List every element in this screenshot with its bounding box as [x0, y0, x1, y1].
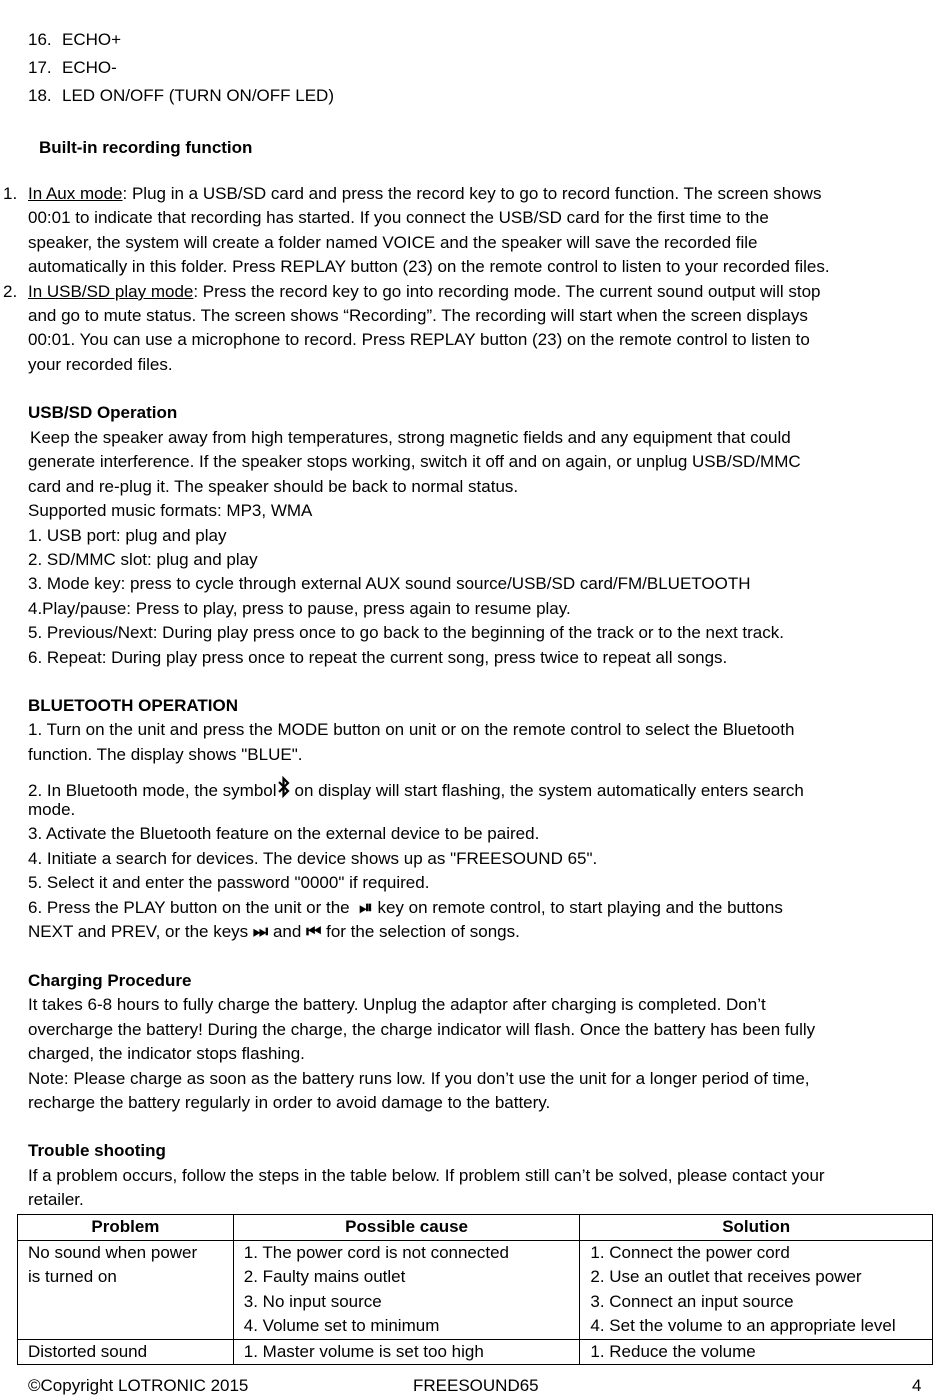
bluetooth-line: mode. [28, 800, 76, 819]
column-header: Problem [18, 1215, 234, 1241]
recording-item-1-line-3: speaker, the system will create a folder named VOICE and the speaker will save the recorded file [28, 233, 758, 252]
trouble-intro-line: retailer. [28, 1190, 84, 1209]
previous-track-icon: ⏮ [306, 922, 322, 941]
table-row [18, 1240, 933, 1339]
recording-item-2-line-1: In USB/SD play mode: Press the record key to go into recording mode. The current sound output will stop [28, 282, 821, 301]
column-header: Possible cause [233, 1215, 580, 1241]
recording-item-1-number: 1. [3, 184, 18, 203]
usb-list-item: 4.Play/pause: Press to play, press to pause, press again to resume play. [28, 599, 571, 618]
usb-list-item: 1. USB port: plug and play [28, 526, 227, 545]
usb-list-item: 6. Repeat: During play press once to repeat the current song, press twice to repeat all songs. [28, 648, 728, 667]
usb-list-item: 5. Previous/Next: During play press once to go back to the beginning of the track or to the next track. [28, 623, 784, 642]
bluetooth-heading: BLUETOOTH OPERATION [28, 696, 238, 715]
recording-item-2-number: 2. [3, 282, 18, 301]
play-pause-icon: ⏯ [359, 898, 373, 917]
charging-note: Note: Please charge as soon as the battery runs low. If you don’t use the unit for a longer period of time, [28, 1069, 810, 1088]
bluetooth-line: 6. Press the PLAY button on the unit or the ⏯ key on remote control, to start playing and the buttons [28, 898, 783, 917]
bluetooth-line: 1. Turn on the unit and press the MODE button on unit or on the remote control to select the Bluetooth [28, 720, 795, 739]
charging-line: overcharge the battery! During the charge, the charge indicator will flash. Once the battery has been fully [28, 1020, 816, 1039]
recording-item-2-line-4: your recorded files. [28, 355, 173, 374]
recording-item-2-line-2: and go to mute status. The screen shows “Recording”. The recording will start when the screen displays [28, 306, 808, 325]
charging-heading: Charging Procedure [28, 971, 192, 990]
bluetooth-line: NEXT and PREV, or the keys ⏭ and ⏮ for the selection of songs. [28, 922, 520, 941]
usb-paragraph-line: generate interference. If the speaker stops working, switch it off and on again, or unplug USB/SD/MMC [28, 452, 801, 471]
recording-heading: Built-in recording function [39, 138, 253, 157]
table-row [18, 1339, 933, 1365]
page-number: 4 [912, 1376, 922, 1395]
column-header: Solution [580, 1215, 933, 1241]
trouble-heading: Trouble shooting [28, 1141, 166, 1160]
footer-model: FREESOUND65 [413, 1376, 539, 1395]
cause-cell: 1. The power cord is not connected 2. Faulty mains outlet 3. No input source 4. Volume set to minimum [233, 1240, 580, 1339]
bluetooth-line: 5. Select it and enter the password "0000" if required. [28, 873, 430, 892]
usb-paragraph-line: Keep the speaker away from high temperatures, strong magnetic fields and any equipment that could [30, 428, 791, 447]
charging-note: recharge the battery regularly in order to avoid damage to the battery. [28, 1093, 551, 1112]
recording-item-1-line-1: In Aux mode: Plug in a USB/SD card and press the record key to go to record function. The screen shows [28, 184, 822, 203]
trouble-intro-line: If a problem occurs, follow the steps in the table below. If problem still can’t be solved, please contact your [28, 1166, 825, 1185]
list-item-16: 16. ECHO+ [28, 30, 122, 49]
list-item-17: 17. ECHO- [28, 58, 117, 77]
charging-line: It takes 6-8 hours to fully charge the battery. Unplug the adaptor after charging is completed. Don’t [28, 995, 766, 1014]
solution-cell: 1. Connect the power cord 2. Use an outlet that receives power 3. Connect an input source 4. Set the volume to an appropriate level [580, 1240, 933, 1339]
troubleshooting-table [17, 1214, 933, 1365]
bluetooth-line: 4. Initiate a search for devices. The device shows up as "FREESOUND 65". [28, 849, 598, 868]
table-header-row [18, 1215, 933, 1241]
next-track-icon: ⏭ [252, 922, 269, 941]
bluetooth-line: function. The display shows "BLUE". [28, 745, 303, 764]
list-item-18: 18. LED ON/OFF (TURN ON/OFF LED) [28, 86, 334, 105]
footer-copyright: ©Copyright LOTRONIC 2015 [28, 1376, 249, 1395]
usb-heading: USB/SD Operation [28, 403, 178, 422]
bluetooth-line: 3. Activate the Bluetooth feature on the external device to be paired. [28, 824, 540, 843]
solution-cell: 1. Reduce the volume [580, 1339, 933, 1365]
recording-item-1-line-4: automatically in this folder. Press REPLAY button (23) on the remote control to listen to your recorded files. [28, 257, 830, 276]
recording-item-2-line-3: 00:01. You can use a microphone to record. Press REPLAY button (23) on the remote control to listen to [28, 330, 810, 349]
recording-item-1-line-2: 00:01 to indicate that recording has started. If you connect the USB/SD card for the first time to the [28, 208, 769, 227]
usb-list-item: 3. Mode key: press to cycle through external AUX sound source/USB/SD card/FM/BLUETOOTH [28, 574, 751, 593]
bluetooth-line: 2. In Bluetooth mode, the symbol on display will start flashing, the system automatically enters search [28, 776, 804, 803]
cause-cell: 1. Master volume is set too high [233, 1339, 580, 1365]
usb-paragraph-line: card and re-plug it. The speaker should be back to normal status. [28, 477, 519, 496]
charging-line: charged, the indicator stops flashing. [28, 1044, 305, 1063]
problem-cell: Distorted sound [18, 1339, 234, 1365]
problem-cell: No sound when power is turned on [18, 1240, 234, 1339]
usb-list-item: 2. SD/MMC slot: plug and play [28, 550, 258, 569]
bluetooth-icon [277, 776, 295, 803]
supported-formats: Supported music formats: MP3, WMA [28, 501, 313, 520]
